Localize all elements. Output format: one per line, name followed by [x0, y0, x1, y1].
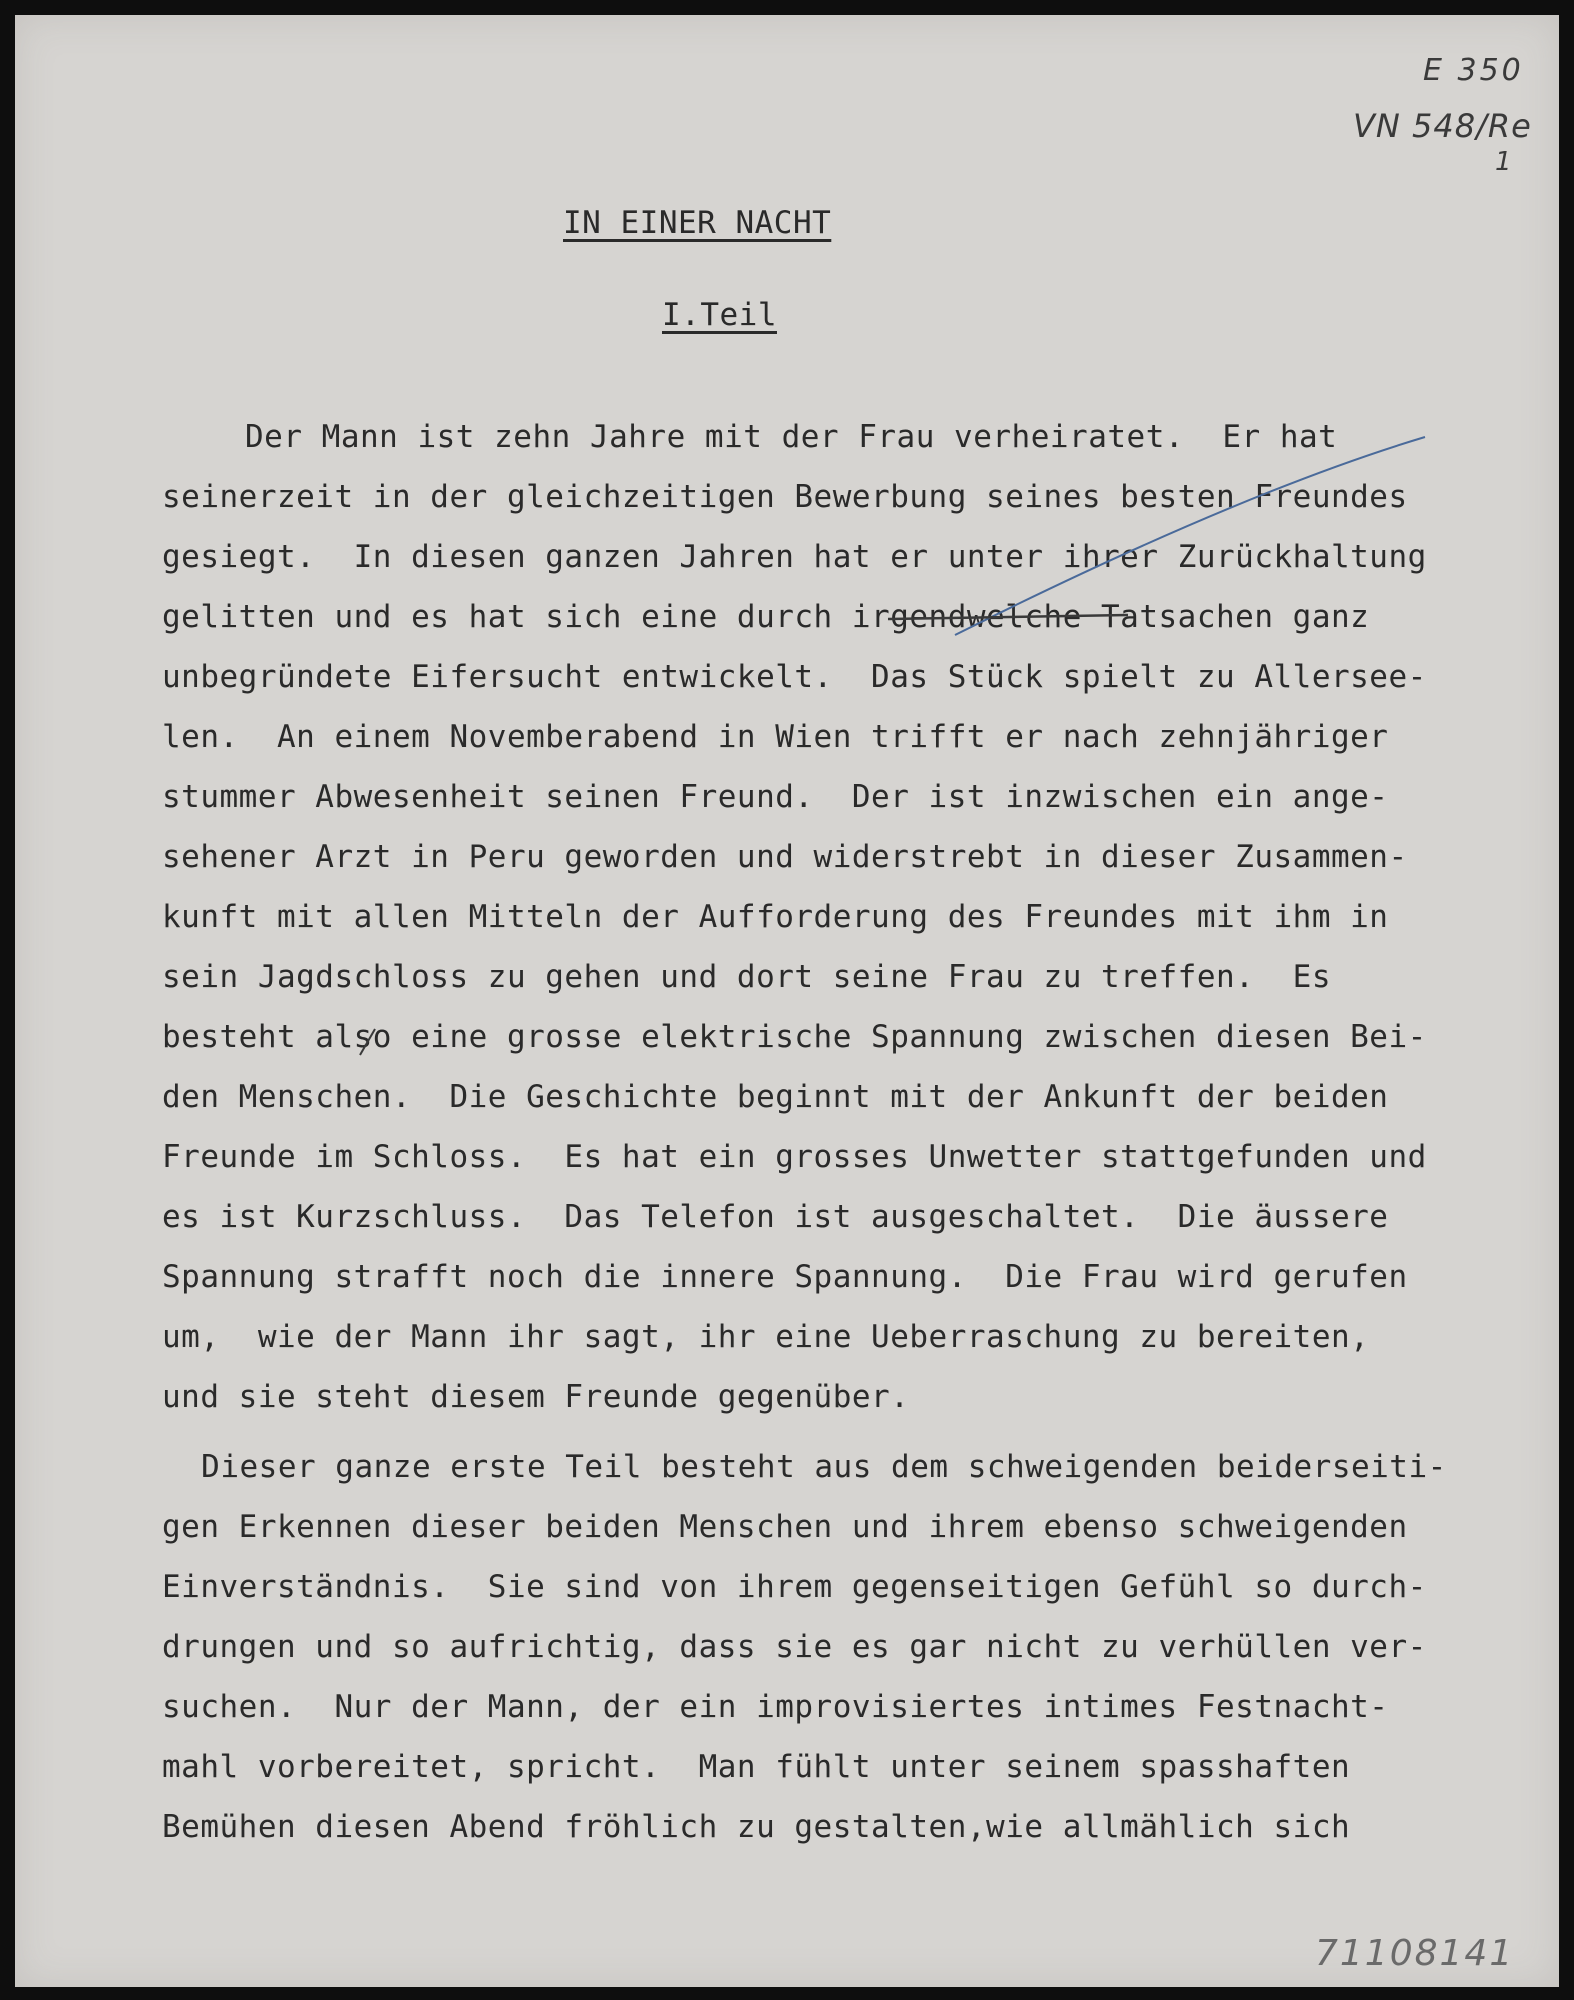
body-line: unbegründete Eifersucht entwickelt. Das Stück spielt zu Allersee-	[162, 659, 1427, 695]
archive-code-annotation: E 350	[1423, 53, 1524, 88]
body-line: besteht also eine grosse elektrische Spannung zwischen diesen Bei-	[162, 1019, 1427, 1055]
body-line: gesiegt. In diesen ganzen Jahren hat er unter ihrer Zurückhaltung	[162, 539, 1427, 575]
body-line: Bemühen diesen Abend fröhlich zu gestalten,wie allmählich sich	[162, 1809, 1351, 1845]
document-title: IN EINER NACHT	[563, 205, 832, 241]
body-line: kunft mit allen Mitteln der Aufforderung des Freundes mit ihm in	[162, 899, 1389, 935]
body-line: sehener Arzt in Peru geworden und widerstrebt in dieser Zusammen-	[162, 839, 1408, 875]
document-subtitle: I.Teil	[662, 297, 777, 333]
body-line: gelitten und es hat sich eine durch irgendwelche Tatsachen ganz	[162, 599, 1370, 635]
body-line: und sie steht diesem Freunde gegenüber.	[162, 1379, 910, 1415]
archive-number-annotation: 71108141	[1315, 1933, 1515, 1974]
body-line: es ist Kurzschluss. Das Telefon ist ausgeschaltet. Die äussere	[162, 1199, 1389, 1235]
reference-number-annotation: VN 548/Re	[1353, 107, 1532, 145]
body-line: suchen. Nur der Mann, der ein improvisiertes intimes Festnacht-	[162, 1689, 1389, 1725]
body-line: Der Mann ist zehn Jahre mit der Frau verheiratet. Er hat	[245, 419, 1338, 455]
body-line: Einverständnis. Sie sind von ihrem gegenseitigen Gefühl so durch-	[162, 1569, 1427, 1605]
body-line: den Menschen. Die Geschichte beginnt mit der Ankunft der beiden	[162, 1079, 1389, 1115]
body-line: drungen und so aufrichtig, dass sie es gar nicht zu verhüllen ver-	[162, 1629, 1427, 1665]
body-line: sein Jagdschloss zu gehen und dort seine Frau zu treffen. Es	[162, 959, 1331, 995]
body-line: gen Erkennen dieser beiden Menschen und ihrem ebenso schweigenden	[162, 1509, 1408, 1545]
body-line: len. An einem Novemberabend in Wien trifft er nach zehnjähriger	[162, 719, 1389, 755]
body-line: seinerzeit in der gleichzeitigen Bewerbung seines besten Freundes	[162, 479, 1408, 515]
body-line: stummer Abwesenheit seinen Freund. Der ist inzwischen ein ange-	[162, 779, 1389, 815]
reference-sub-annotation: 1	[1495, 147, 1512, 177]
body-line: Freunde im Schloss. Es hat ein grosses Unwetter stattgefunden und	[162, 1139, 1427, 1175]
body-line: um, wie der Mann ihr sagt, ihr eine Ueberraschung zu bereiten,	[162, 1319, 1370, 1355]
body-line: Dieser ganze erste Teil besteht aus dem schweigenden beiderseiti-	[182, 1449, 1447, 1485]
body-line: mahl vorbereitet, spricht. Man fühlt unter seinem spasshaften	[162, 1749, 1351, 1785]
document-page	[15, 15, 1559, 1987]
body-line: Spannung strafft noch die innere Spannung. Die Frau wird gerufen	[162, 1259, 1408, 1295]
